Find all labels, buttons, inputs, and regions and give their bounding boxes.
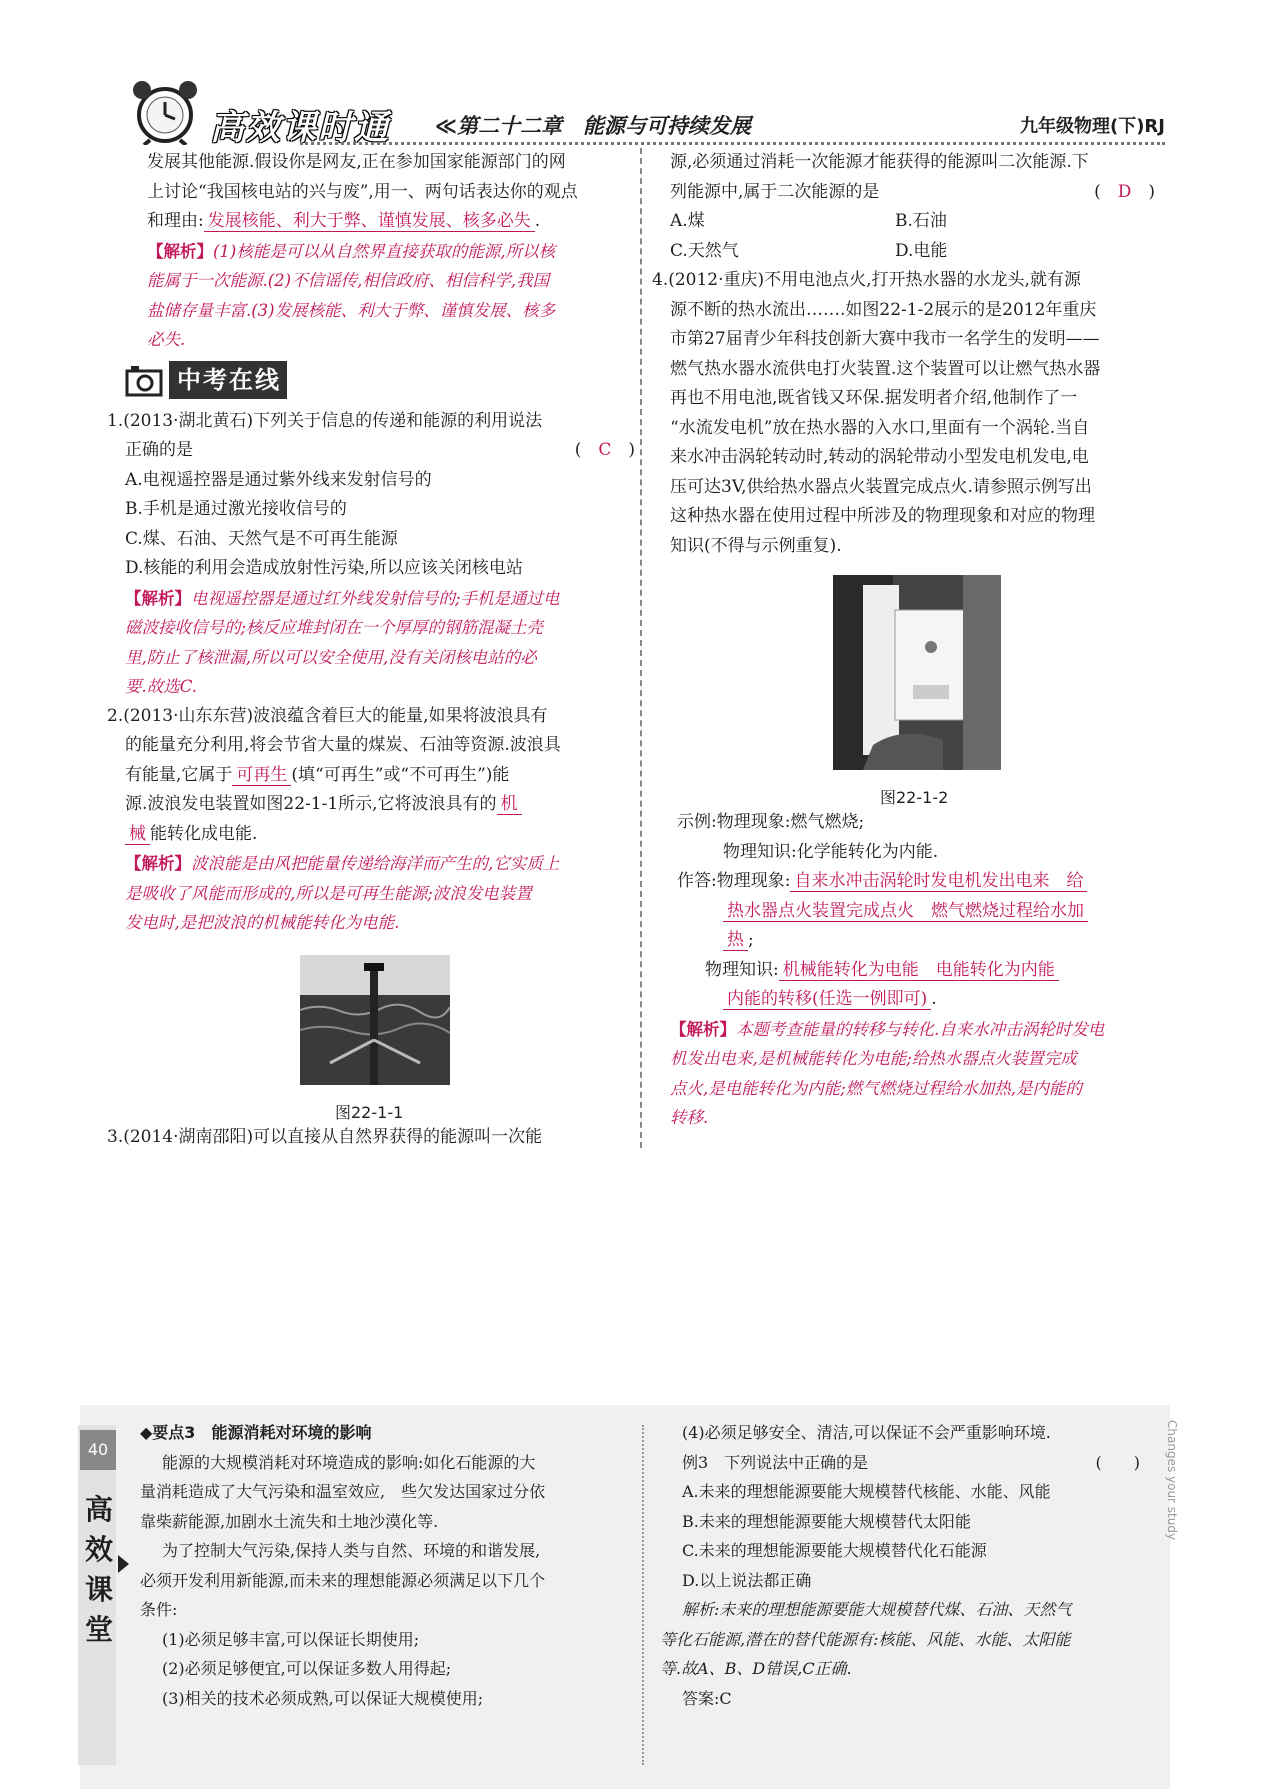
key-point-left — [140, 1418, 630, 1713]
condition-item: (4)必须足够安全、清洁,可以保证不会严重影响环境. — [682, 1423, 1051, 1442]
explanation-line: 要.故选C. — [125, 677, 198, 696]
example-line: 示例:物理现象:燃气燃烧; — [677, 812, 865, 832]
answer-blank: 发展核能、利大于弊、谨慎发展、核多必失 — [204, 211, 535, 232]
question-4: 4.(2012·重庆)不用电池点火,打开热水器的水龙头,就有源 — [652, 270, 1081, 290]
explanation-line: 解析:未来的理想能源要能大规模替代煤、石油、天然气 — [682, 1600, 1072, 1619]
answer-blank: 热水器点火装置完成点火 燃气燃烧过程给水加 — [723, 901, 1088, 922]
answer-blank: 机械能转化为电能 电能转化为内能 — [779, 960, 1059, 981]
right-column: 源,必须通过消耗一次能源才能获得的能源叫二次能源.下 列能源中,属于二次能源的是 ( D ) A.煤 B.石油 C.天然气 D.电能 4.(2012·重庆)不用电池点火,打开热水器的水龙头,就有源 源不断的热水流出…….如图22-1-2展示的是2012年重庆 市第27届青少年科技创新大赛中我市一名学生的发明—— 燃气热水器水流供电打火装置.这个装置可以让燃气热水器 再也不用电池,既省钱又环保.据发明者介绍,他制作了一 “水流发电机”放在热水器的入水口,里面有一个涡轮.当自 来水冲击涡轮转动时,转动的涡轮带动小型发电机发电,电 压可达3V,供给热水器点火装置完成点火.请参照示例写出 这种热水器在使用过程中所涉及的物理现象和对应的物理 知识(不得与示例重复). — [670, 148, 1155, 561]
option-b: B.手机是通过激光接收信号的 — [125, 499, 347, 519]
answer-blank: 械 — [125, 824, 150, 845]
text-line: 上讨论“我国核电站的兴与废”,用一、两句话表达你的观点 — [147, 181, 578, 202]
explanation-line: 点火,是电能转化为内能;燃气燃烧过程给水加热,是内能的 — [670, 1078, 1083, 1098]
explanation-line: 是吸收了风能而形成的,所以是可再生能源;波浪发电装置 — [125, 883, 532, 903]
answer-label: 物理知识: — [705, 959, 779, 980]
text-line: 源不断的热水流出…….如图22-1-2展示的是2012年重庆 — [670, 299, 1097, 320]
explanation-line: 机发出电来,是机械能转化为电能;给热水器点火装置完成 — [670, 1049, 1077, 1068]
key-point-title: ◆要点3 能源消耗对环境的影响 — [140, 1423, 372, 1442]
side-title-char: 课 — [84, 1573, 113, 1606]
option-a: A.未来的理想能源要能大规模替代核能、水能、风能 — [682, 1482, 1051, 1501]
section-banner — [125, 359, 635, 403]
condition-item: (1)必须足够丰富,可以保证长期使用; — [162, 1629, 420, 1649]
explanation-line: 等化石能源,潜在的替代能源有:核能、风能、水能、太阳能 — [660, 1629, 1071, 1649]
option-c: C.天然气 — [670, 240, 739, 261]
option-b: B.石油 — [895, 211, 947, 231]
text-line: 压可达3V,供给热水器点火装置完成点火.请参照示例写出 — [670, 476, 1092, 497]
explanation-line: 电视遥控器是通过红外线发射信号的;手机是通过电 — [191, 588, 560, 608]
answer-blank: 机 — [497, 794, 522, 815]
option-a: A.电视遥控器是通过紫外线来发射信号的 — [125, 469, 432, 490]
option-b: B.未来的理想能源要能大规模替代太阳能 — [682, 1511, 971, 1531]
condition-item: (2)必须足够便宜,可以保证多数人用得起; — [162, 1659, 452, 1678]
answer-line: 答案:C — [682, 1688, 732, 1708]
text-line: 能转化成电能. — [150, 823, 258, 844]
header-divider — [300, 142, 1165, 145]
text-line: 量消耗造成了大气污染和温室效应, 些欠发达国家过分依 — [140, 1482, 546, 1501]
explanation-line: 转移. — [670, 1108, 709, 1127]
explanation-line: 磁波接收信号的;核反应堆封闭在一个厚厚的钢筋混凝土壳 — [125, 618, 544, 637]
explanation-line: 盐储存量丰富.(3)发展核能、利大于弊、谨慎发展、核多 — [147, 300, 556, 320]
text-line: “水流发电机”放在热水器的入水口,里面有一个涡轮.当自 — [670, 417, 1090, 438]
key-point-right — [660, 1418, 1150, 1713]
text-line: 源.波浪发电装置如图22-1-1所示,它将波浪具有的 — [125, 794, 497, 814]
explanation-tag: 【解析】 — [670, 1019, 736, 1039]
option-d: D.以上说法都正确 — [682, 1570, 812, 1590]
explanation-line: 等.故A、B、D错误,C正确. — [660, 1659, 852, 1678]
figure-caption: 图22-1-1 — [335, 1103, 404, 1122]
bottom-divider — [642, 1425, 644, 1765]
question-3-start — [107, 1123, 637, 1153]
page-header — [120, 70, 1165, 148]
explanation-tag: 【解析】 — [125, 588, 191, 608]
text-line: 列能源中,属于二次能源的是 — [670, 181, 880, 202]
answer-choice: C — [598, 440, 612, 460]
text-line: 知识(不得与示例重复). — [670, 535, 842, 556]
text-line: 源,必须通过消耗一次能源才能获得的能源叫二次能源.下 — [670, 152, 1089, 172]
side-title-char: 效 — [84, 1533, 113, 1566]
wave-generator-photo — [300, 955, 450, 1085]
text-line: 和理由: — [147, 211, 204, 231]
side-title-char: 堂 — [84, 1613, 113, 1646]
left-column: 发展其他能源.假设你是网友,正在参加国家能源部门的网 上讨论“我国核电站的兴与废”,用一、两句话表达你的观点 和理由: 发展核能、利大于弊、谨慎发展、核多必失 . 【解析】(1)核能是可以从自然界直接获取的能源,所以核 能属于一次能源.(2)不信谣传,相信政府、相信科学,我国 盐储存量丰富.(3)发展核能、利大于弊、谨慎发展、核多 必失. 中考在线 1.(2013·湖北黄石)下列关于信息的传递和能源的利用说法 正确的是 ( C ) A.电视遥控器是通过紫外线来发射信号的 B.手机是通过激光接收信号的 C.煤、石油、天然气是不可再生能源 D.核能的利用会造成放射性污染,所以应该关闭核电站 【解析】电视遥控器是通过红外线发射信号的;手机是通过电 磁波接收信号的;核反应堆封闭在一个厚厚的钢筋混凝土壳 里,防止了核泄漏,所以可以安全使用,没有关闭核电站的必 要.故选C. 2.(2013·山东东营)波浪蕴含着巨大的能量,如果将波浪具有 的能量充分利用,将会节省大量的煤炭、石油等资源.波浪具 有能量,它属于 可再生 (填“可再生”或“不可再生”)能 源.波浪发电装置如图22-1-1所示,它将波浪具有的 机 械 能转化成电能. 【解析】波浪能是由风把能量传递给海洋而产生的,它实质上 是吸收了风能而形成的,所以是可再生能源;波浪发电装置 发电时,是把波浪的机械能转化为电能. — [125, 148, 635, 938]
option-a: A.煤 — [670, 211, 705, 231]
text-line: 能源的大规模消耗对环境造成的影响:如化石能源的大 — [162, 1452, 536, 1472]
condition-item: (3)相关的技术必须成熟,可以保证大规模使用; — [162, 1688, 484, 1708]
answer-blank: 可再生 — [232, 765, 291, 786]
explanation-line: 波浪能是由风把能量传递给海洋而产生的,它实质上 — [191, 854, 560, 873]
text-line: 为了控制大气污染,保持人类与自然、环境的和谐发展, — [162, 1541, 541, 1560]
option-c: C.未来的理想能源要能大规模替代化石能源 — [682, 1541, 987, 1560]
option-c: C.煤、石油、天然气是不可再生能源 — [125, 528, 398, 549]
explanation-line: 必失. — [147, 330, 186, 349]
text-line: 市第27届青少年科技创新大赛中我市一名学生的发明—— — [670, 329, 1100, 349]
brand-title: 高效课时通 — [210, 108, 390, 148]
explanation-line: 里,防止了核泄漏,所以可以安全使用,没有关闭核电站的必 — [125, 647, 537, 667]
side-title — [80, 1490, 118, 1650]
answer-paren: ( ) — [1095, 1452, 1140, 1472]
camera-icon — [125, 363, 165, 399]
text-line: 正确的是 — [125, 440, 193, 460]
answer-blank: 热 — [723, 930, 748, 951]
text-line: (填“可再生”或“不可再生”)能 — [291, 764, 510, 785]
text-line: 靠柴薪能源,加剧水土流失和土地沙漠化等. — [140, 1511, 439, 1531]
explanation-line: (1)核能是可以从自然界直接获取的能源,所以核 — [213, 241, 556, 261]
text-line: 有能量,它属于 — [125, 764, 233, 785]
text-line: 燃气热水器水流供电打火装置.这个装置可以让燃气热水器 — [670, 358, 1101, 379]
text-line: 这种热水器在使用过程中所涉及的物理现象和对应的物理 — [670, 506, 1095, 526]
column-divider — [640, 148, 642, 1148]
explanation-tag: 【解析】 — [125, 854, 191, 873]
section-title: 中考在线 — [177, 365, 281, 394]
explanation-tag: 【解析】 — [147, 241, 213, 261]
text-line: 的能量充分利用,将会节省大量的煤炭、石油等资源.波浪具 — [125, 735, 561, 755]
text-line: 再也不用电池,既省钱又环保.据发明者介绍,他制作了一 — [670, 388, 1078, 408]
text-line: 来水冲击涡轮转动时,转动的涡轮带动小型发电机发电,电 — [670, 447, 1089, 467]
figure-caption: 图22-1-2 — [880, 788, 949, 807]
explanation-line: 本题考查能量的转移与转化.自来水冲击涡轮时发电 — [736, 1019, 1105, 1039]
example-question: 例3 下列说法中正确的是 — [682, 1452, 869, 1472]
text-line: 发展其他能源.假设你是网友,正在参加国家能源部门的网 — [147, 152, 566, 172]
grade-label: 九年级物理(下)RJ — [1019, 116, 1165, 137]
answer-blank: 内能的转移(任选一例即可) — [723, 989, 931, 1010]
answer-blank: 自来水冲击涡轮时发电机发出电来 给 — [790, 871, 1087, 892]
explanation-line: 发电时,是把波浪的机械能转化为电能. — [125, 913, 400, 932]
water-heater-photo — [833, 575, 1001, 770]
text-line: 条件: — [140, 1600, 178, 1619]
answer-section: 示例:物理现象:燃气燃烧; 物理知识:化学能转化为内能. 作答:物理现象: 自来水冲击涡轮时发电机发出电来 给 热水器点火装置完成点火 燃气燃烧过程给水加 热 ; 物理知识: 机械能转化为电能 电能转化为内能 内能的转移(任选一例即可) . 【解析】本题考查能量的转移与转化.自来水冲击涡轮时发电 机发出电来,是机械能转化为电能;给热水器点火装置完成 点火,是电能转化为内能;燃气燃烧过程给水加热,是内能的 转移. — [677, 808, 1162, 1133]
question-2: 2.(2013·山东东营)波浪蕴含着巨大的能量,如果将波浪具有 — [107, 705, 548, 726]
option-d: D.电能 — [895, 240, 948, 261]
answer-label: 作答:物理现象: — [677, 871, 791, 891]
option-d: D.核能的利用会造成放射性污染,所以应该关闭核电站 — [125, 558, 523, 578]
arrow-right-icon — [118, 1555, 129, 1573]
text-line: 必须开发利用新能源,而未来的理想能源必须满足以下几个 — [140, 1570, 546, 1590]
page-number: 40 — [80, 1430, 116, 1470]
explanation-line: 能属于一次能源.(2)不信谣传,相信政府、相信科学,我国 — [147, 271, 550, 290]
question-3: 3.(2014·湖南邵阳)可以直接从自然界获得的能源叫一次能 — [107, 1127, 543, 1147]
answer-choice: D — [1117, 181, 1132, 202]
side-title-char: 高 — [84, 1493, 113, 1526]
chapter-title: ≪第二十二章 能源与可持续发展 — [435, 114, 751, 138]
example-line: 物理知识:化学能转化为内能. — [723, 841, 939, 862]
vertical-slogan: Changes your study — [1165, 1420, 1179, 1541]
question-1: 1.(2013·湖北黄石)下列关于信息的传递和能源的利用说法 — [107, 410, 543, 431]
